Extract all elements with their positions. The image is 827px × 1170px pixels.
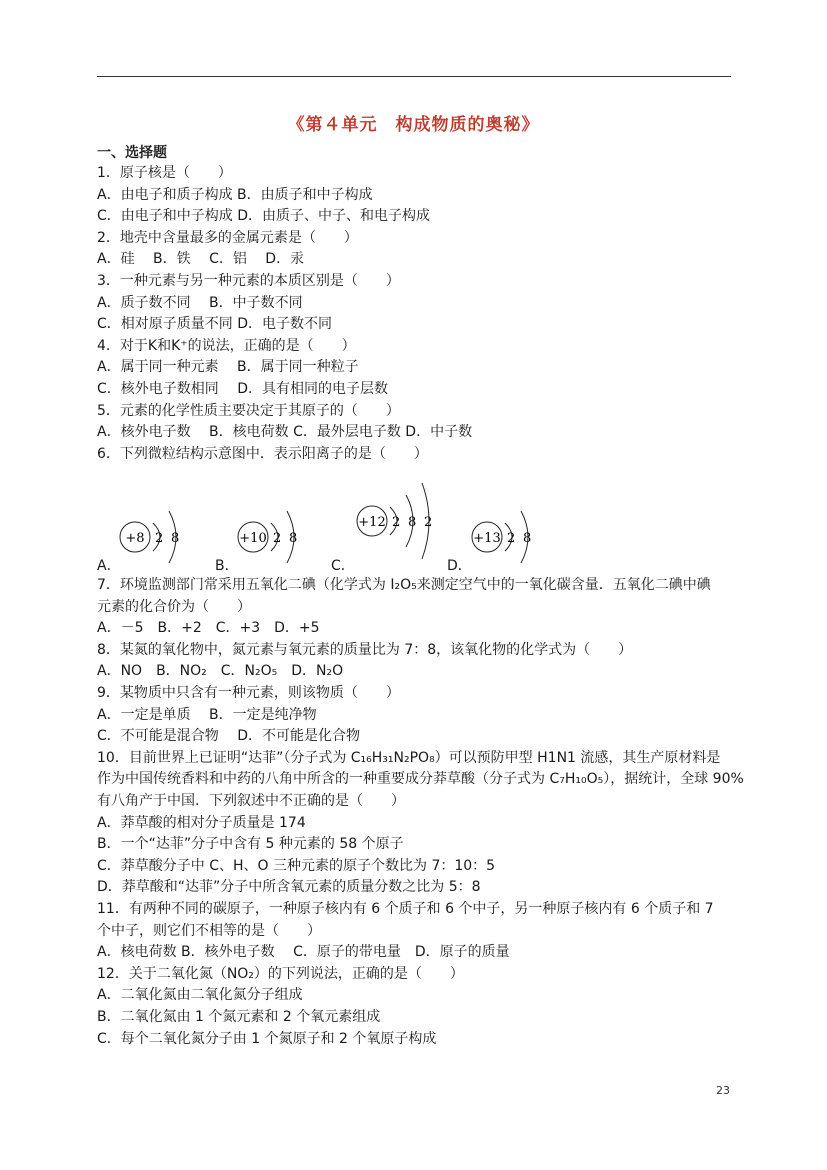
question-line: B．一个“达菲”分子中含有 5 种元素的 58 个原子 [97, 836, 404, 853]
question-line: A．一定是单质 B．一定是纯净物 [97, 706, 317, 723]
shell-electron-count: 8 [408, 515, 417, 530]
nucleus-charge: +8 [125, 531, 145, 546]
question-line: 6．下列微粒结构示意图中．表示阳离子的是（ ） [97, 445, 428, 462]
shell-electron-count: 2 [155, 531, 164, 546]
question-line: 3．一种元素与另一种元素的本质区别是（ ） [97, 273, 400, 289]
shell-electron-count: 8 [523, 531, 532, 546]
question-line: A．核电荷数 B．核外电子数 C．原子的带电量 D．原子的质量 [97, 944, 510, 961]
question-line: C．莽草酸分子中 C、H、O 三种元素的原子个数比为 7：10：5 [97, 857, 496, 874]
question-line: 10．目前世界上已证明“达菲”（分子式为 C₁₆H₃₁N₂PO₈）可以预防甲型 H1N1 流感，其生产原材料是 [97, 749, 721, 766]
shell-electron-count: 2 [424, 515, 433, 530]
atom-diagram [238, 511, 297, 563]
question-line: 2．地壳中含量最多的金属元素是（ ） [97, 229, 358, 246]
header-rule [97, 76, 731, 77]
question-line: D．莽草酸和“达菲”分子中所含氧元素的质量分数之比为 5：8 [97, 879, 481, 896]
question-line: 4．对于K和K⁺的说法，正确的是（ ） [97, 337, 356, 354]
question-line: C．不可能是混合物 D．不可能是化合物 [97, 728, 361, 745]
question-line: 9．某物质中只含有一种元素，则该物质（ ） [97, 685, 400, 701]
atom-diagram [472, 511, 531, 563]
question-line: A．核外电子数 B．核电荷数 C．最外层电子数 D．中子数 [97, 424, 473, 441]
question-line: C．由电子和中子构成 D．由质子、中子、和电子构成 [97, 208, 431, 225]
question-line: A．由电子和质子构成 B．由质子和中子构成 [97, 186, 373, 203]
question-line: 11．有两种不同的碳原子，一种原子核内有 6 个质子和 6 个中子，另一种原子核内有 6 个质子和 7 [97, 901, 714, 917]
shell-electron-count: 8 [171, 531, 180, 546]
question-line: 7．环境监测部门常采用五氧化二碘（化学式为 I₂O₅来测定空气中的一氧化碳含量．五氧化二碘中碘 [97, 577, 711, 593]
nucleus-charge: +12 [358, 515, 386, 530]
nucleus-charge: +13 [473, 531, 501, 546]
q6-option-b-label: B． [215, 558, 239, 574]
q6-option-c-label: C． [331, 558, 355, 574]
question-line: B．二氧化氮由 1 个氮元素和 2 个氧元素组成 [97, 1009, 381, 1025]
atom-diagram [357, 483, 432, 559]
q6-option-d-label: D． [447, 558, 472, 574]
shell-electron-count: 2 [507, 531, 516, 546]
question-line: A．硅 B．铁 C．铝 D．汞 [97, 251, 305, 268]
question-line: A．二氧化氮由二氧化氮分子组成 [97, 987, 303, 1004]
question-line: 5．元素的化学性质主要决定于其原子的（ ） [97, 402, 400, 419]
atom-structure-diagrams [97, 465, 731, 575]
question-line: 12．关于二氧化氮（NO₂）的下列说法，正确的是（ ） [97, 965, 464, 982]
question-line: A．质子数不同 B．中子数不同 [97, 294, 303, 311]
shell-electron-count: 2 [273, 531, 282, 546]
shell-electron-count: 8 [289, 531, 298, 546]
shell-electron-count: 2 [392, 515, 401, 530]
document-title: 《第４单元 构成物质的奥秘》 [287, 115, 540, 135]
question-line: 8．某氮的氧化物中，氮元素与氧元素的质量比为 7：8，该氧化物的化学式为（ ） [97, 641, 633, 658]
question-line: A．莽草酸的相对分子质量是 174 [97, 814, 306, 831]
question-line: 个中子，则它们不相等的是（ ） [97, 922, 321, 939]
question-line: A．－5 B．+2 C．+3 D．+5 [97, 620, 320, 637]
atom-diagram [120, 511, 179, 563]
section-title: 一、选择题 [97, 145, 167, 161]
nucleus-charge: +10 [239, 531, 267, 546]
page-number: 23 [716, 1084, 730, 1097]
question-line: 作为中国传统香料和中药的八角中所含的一种重要成分莽草酸（分子式为 C₇H₁₀O₅），据统计，全球 90% [97, 771, 744, 788]
question-line: 元素的化合价为（ ） [97, 598, 251, 615]
question-line: C．相对原子质量不同 D．电子数不同 [97, 316, 333, 333]
question-line: C．每个二氧化氮分子由 1 个氮原子和 2 个氧原子构成 [97, 1030, 437, 1047]
q6-diagrams [97, 465, 731, 575]
question-line: A．NO B．NO₂ C．N₂O₅ D．N₂O [97, 663, 344, 680]
question-line: 1．原子核是（ ） [97, 165, 232, 181]
q6-option-a-label: A． [97, 558, 121, 574]
question-line: C．核外电子数相同 D．具有相同的电子层数 [97, 381, 389, 397]
question-line: A．属于同一种元素 B．属于同一种粒子 [97, 359, 359, 376]
question-line: 有八角产于中国．下列叙述中不正确的是（ ） [97, 793, 405, 809]
